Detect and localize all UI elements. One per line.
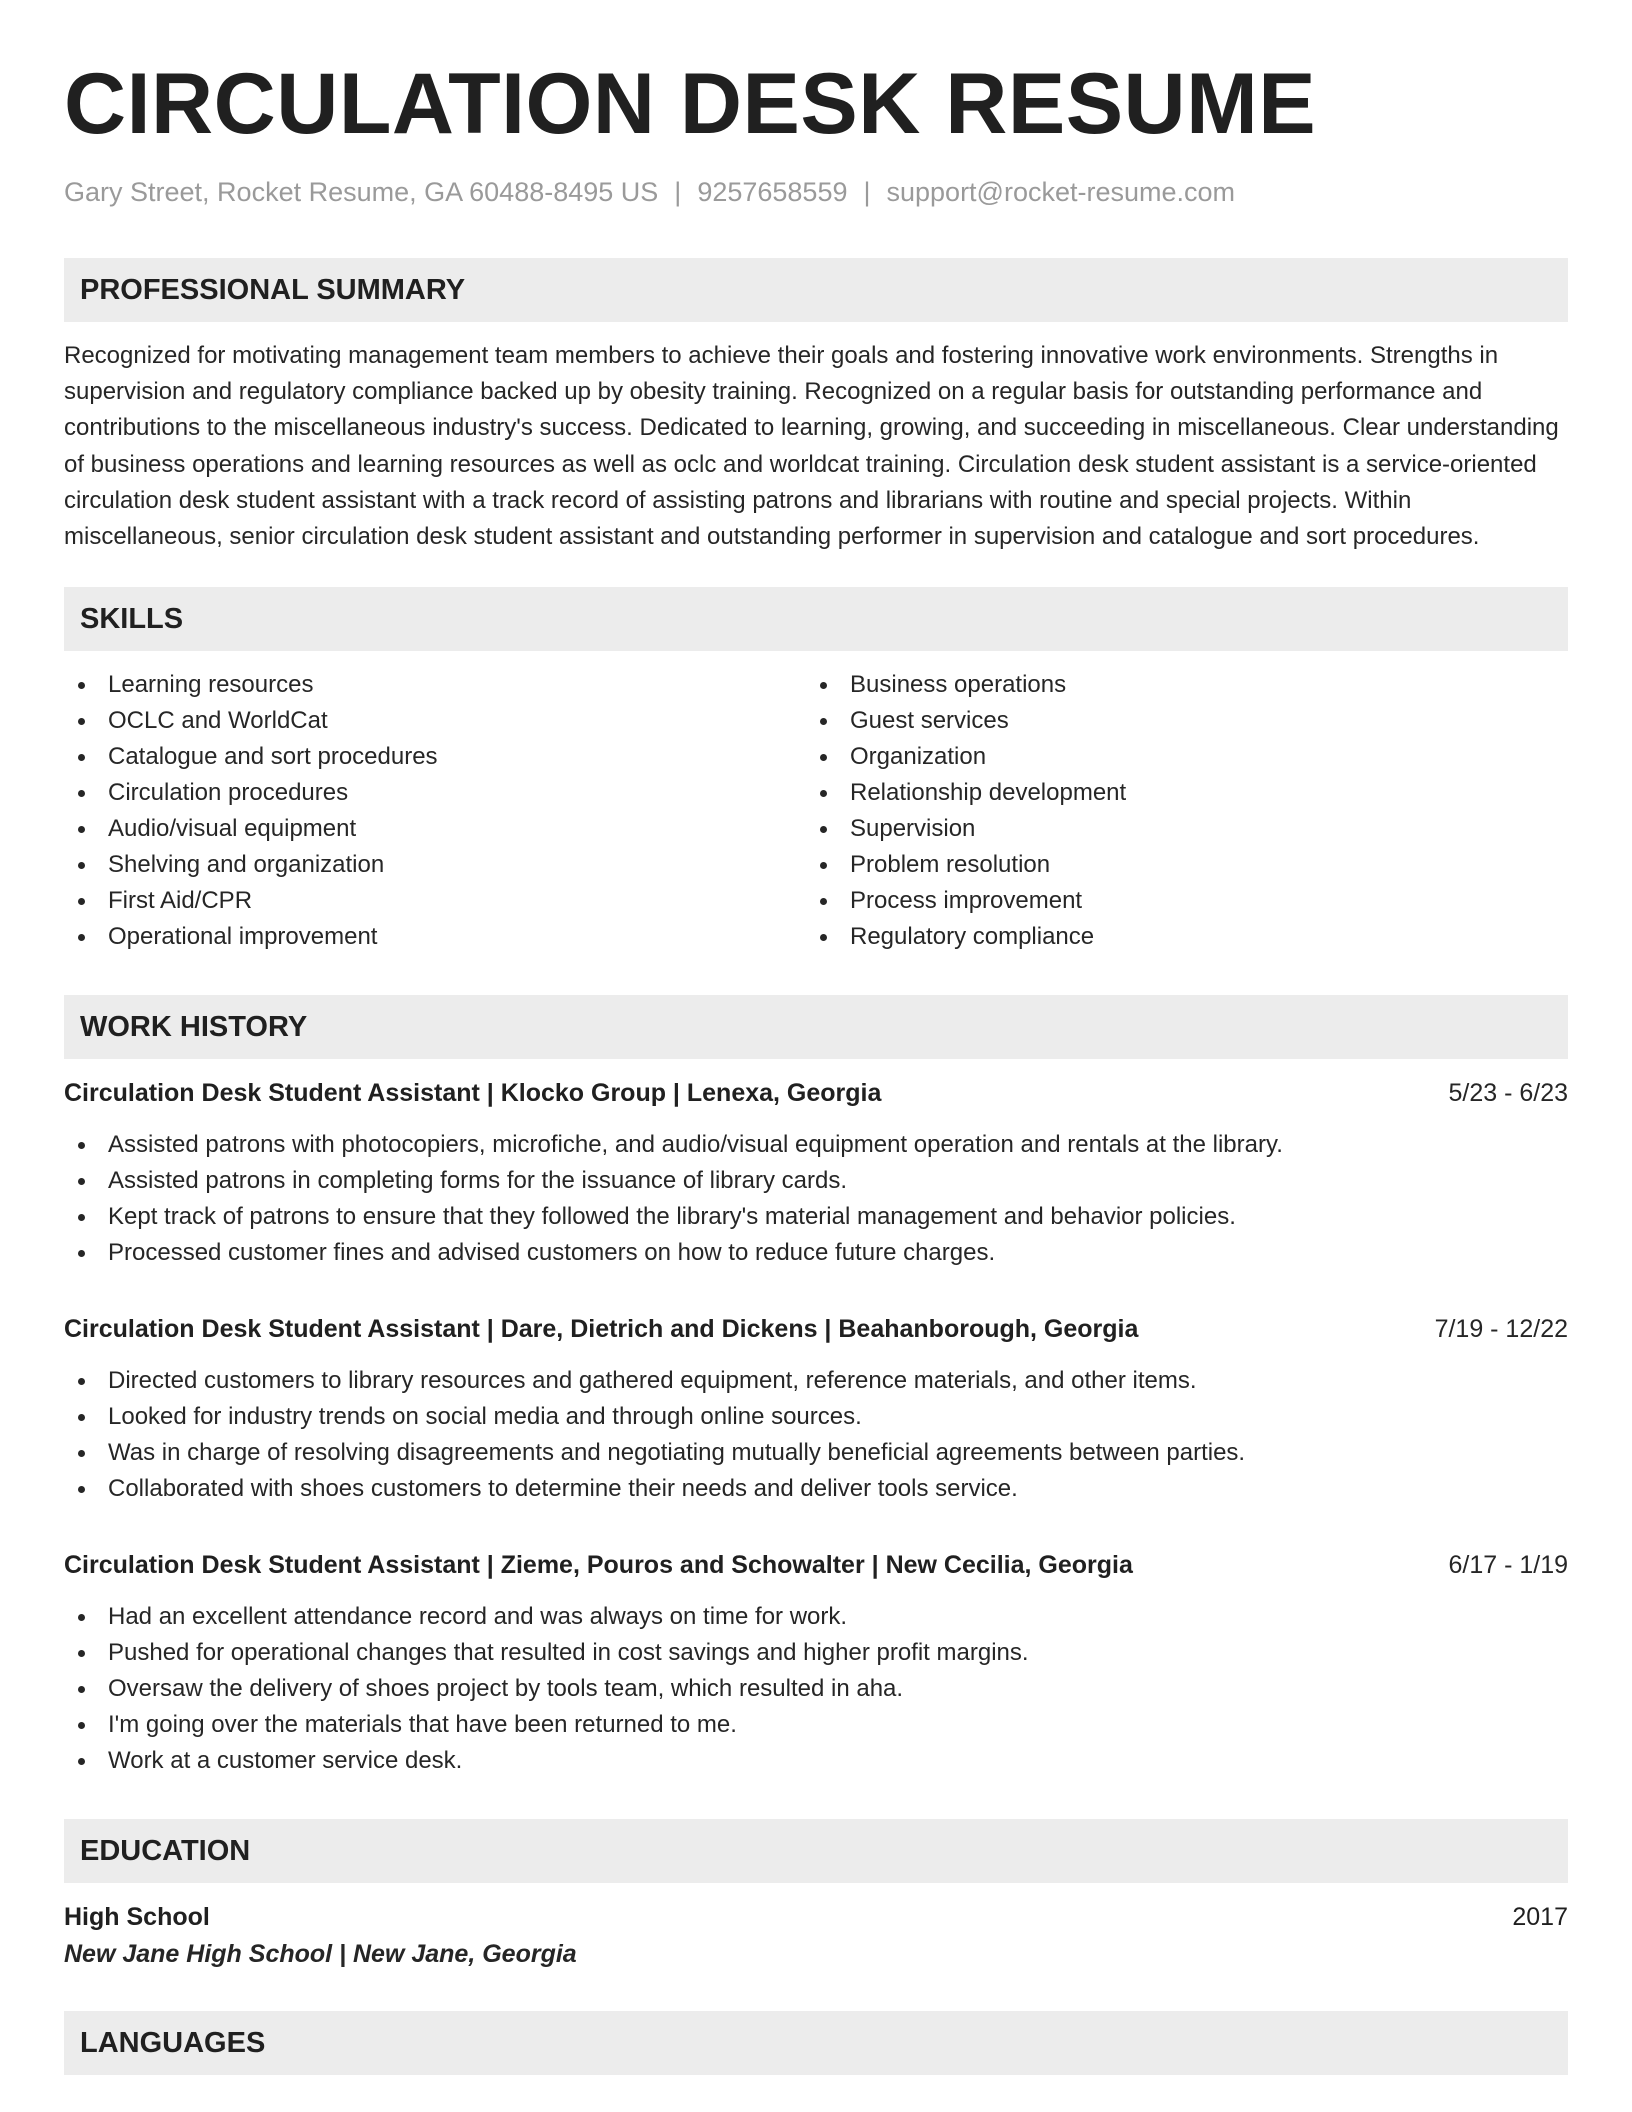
contact-email: support@rocket-resume.com <box>886 177 1236 207</box>
contact-separator: | <box>674 177 682 207</box>
skill-item: Business operations <box>806 667 1548 703</box>
skill-item: Operational improvement <box>64 919 806 955</box>
education-school: New Jane High School | New Jane, Georgia <box>64 1940 577 1969</box>
job-entry <box>64 1075 1568 1271</box>
skill-item: Process improvement <box>806 883 1548 919</box>
skill-item: Supervision <box>806 811 1548 847</box>
job-bullet: Pushed for operational changes that resulted in cost savings and higher profit margins. <box>64 1635 1568 1671</box>
job-bullet: Assisted patrons in completing forms for the issuance of library cards. <box>64 1163 1568 1199</box>
job-dates: 7/19 - 12/22 <box>1434 1315 1568 1344</box>
job-bullet: Looked for industry trends on social media and through online sources. <box>64 1399 1568 1435</box>
skill-item: OCLC and WorldCat <box>64 703 806 739</box>
job-title: Circulation Desk Student Assistant | Zieme, Pouros and Schowalter | New Cecilia, Georgia <box>64 1551 1133 1580</box>
skills-column-right <box>806 667 1548 955</box>
job-dates: 5/23 - 6/23 <box>1448 1079 1568 1108</box>
job-title: Circulation Desk Student Assistant | Dare, Dietrich and Dickens | Beahanborough, Georgia <box>64 1315 1139 1344</box>
job-bullet: Had an excellent attendance record and was always on time for work. <box>64 1599 1568 1635</box>
skill-item: Relationship development <box>806 775 1548 811</box>
job-dates: 6/17 - 1/19 <box>1448 1551 1568 1580</box>
contact-line <box>64 174 1568 210</box>
contact-address: Gary Street, Rocket Resume, GA 60488-8495 US <box>64 177 659 207</box>
job-bullet: Oversaw the delivery of shoes project by tools team, which resulted in aha. <box>64 1671 1568 1707</box>
skill-item: Problem resolution <box>806 847 1548 883</box>
education-heading: EDUCATION <box>64 1819 1568 1883</box>
skill-item: Circulation procedures <box>64 775 806 811</box>
job-header <box>64 1547 1568 1583</box>
job-bullets <box>64 1599 1568 1779</box>
job-bullet: Kept track of patrons to ensure that they followed the library's material management and behavior policies. <box>64 1199 1568 1235</box>
languages-heading: LANGUAGES <box>64 2011 1568 2075</box>
work-history-heading: WORK HISTORY <box>64 995 1568 1059</box>
contact-separator: | <box>863 177 871 207</box>
job-bullet: I'm going over the materials that have been returned to me. <box>64 1707 1568 1743</box>
job-bullets <box>64 1363 1568 1507</box>
job-bullet: Assisted patrons with photocopiers, microfiche, and audio/visual equipment operation and rentals at the library. <box>64 1127 1568 1163</box>
skill-item: Regulatory compliance <box>806 919 1548 955</box>
job-bullets <box>64 1127 1568 1271</box>
skill-item: Learning resources <box>64 667 806 703</box>
summary-heading: PROFESSIONAL SUMMARY <box>64 258 1568 322</box>
resume-title: CIRCULATION DESK RESUME <box>64 56 1317 152</box>
skill-item: Catalogue and sort procedures <box>64 739 806 775</box>
education-degree: High School <box>64 1903 210 1932</box>
skills-heading: SKILLS <box>64 587 1568 651</box>
summary-text: Recognized for motivating management team members to achieve their goals and fostering innovative work environments. Strengths in supervision and regulatory compliance backed up by obesity training. Recognized on a regular basis for outstanding performance and contributions to the miscellaneous industry's success. Dedicated to learning, growing, and succeeding in miscellaneous. Clear understanding of business operations and learning resources as well as oclc and worldcat training. Circulation desk student assistant is a service-oriented circulation desk student assistant with a track record of assisting patrons and librarians with routine and special projects. Within miscellaneous, senior circulation desk student assistant and outstanding performer in supervision and catalogue and sort procedures. <box>64 342 1559 551</box>
job-bullet: Work at a customer service desk. <box>64 1743 1568 1779</box>
job-bullet: Processed customer fines and advised customers on how to reduce future charges. <box>64 1235 1568 1271</box>
job-entry <box>64 1311 1568 1507</box>
job-bullet: Collaborated with shoes customers to determine their needs and deliver tools service. <box>64 1471 1568 1507</box>
job-bullet: Was in charge of resolving disagreements and negotiating mutually beneficial agreements between parties. <box>64 1435 1568 1471</box>
skill-item: Audio/visual equipment <box>64 811 806 847</box>
skill-item: Guest services <box>806 703 1548 739</box>
education-entry <box>64 1899 1568 1973</box>
job-header <box>64 1075 1568 1111</box>
skill-item: Organization <box>806 739 1548 775</box>
skill-item: First Aid/CPR <box>64 883 806 919</box>
skills-list <box>64 667 1568 955</box>
skills-column-left <box>64 667 806 955</box>
education-header <box>64 1899 1568 1935</box>
contact-phone: 9257658559 <box>697 177 848 207</box>
job-entry <box>64 1547 1568 1779</box>
job-header <box>64 1311 1568 1347</box>
skill-item: Shelving and organization <box>64 847 806 883</box>
education-year: 2017 <box>1512 1903 1568 1932</box>
job-title: Circulation Desk Student Assistant | Klocko Group | Lenexa, Georgia <box>64 1079 882 1108</box>
job-bullet: Directed customers to library resources and gathered equipment, reference materials, and other items. <box>64 1363 1568 1399</box>
